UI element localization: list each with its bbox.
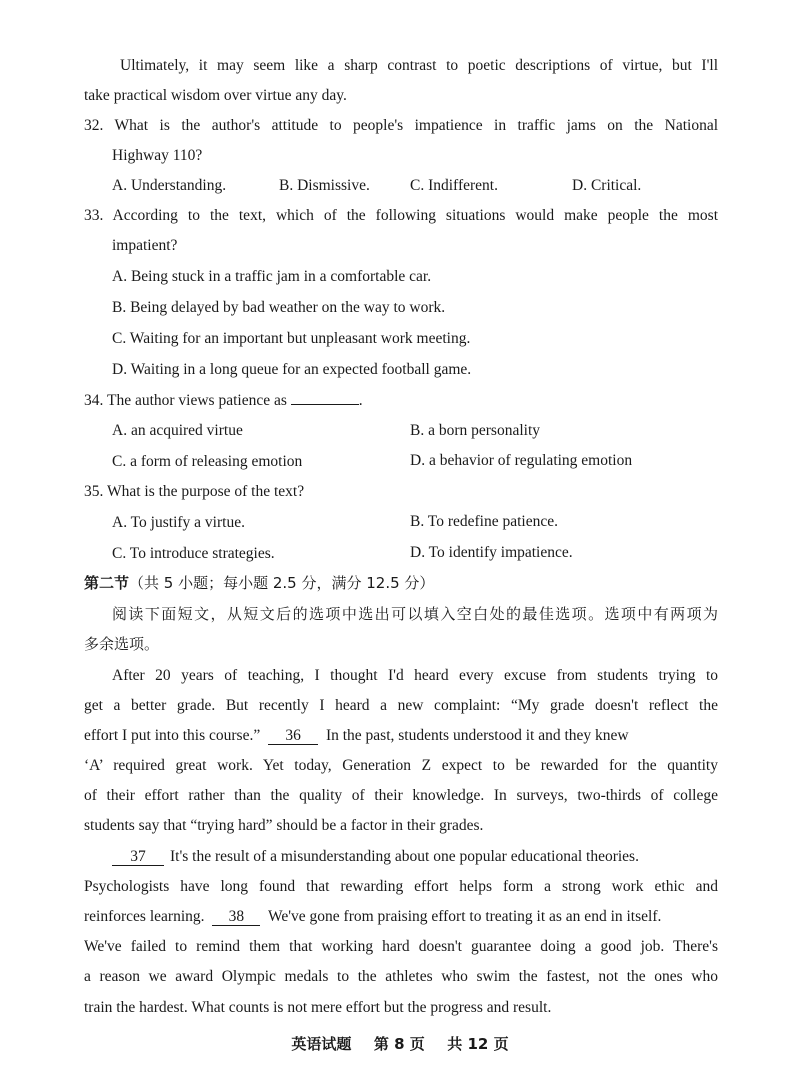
cloze-line: students say that “trying hard” should be a factor in their grades. bbox=[84, 817, 484, 834]
footer-page-number: 第 8 页 bbox=[373, 1035, 425, 1053]
cloze-line bbox=[84, 726, 718, 746]
question-35-option-a: A. To justify a virtue. bbox=[112, 514, 245, 531]
question-34-option-b: B. a born personality bbox=[410, 422, 541, 439]
blank-36: 36 bbox=[268, 728, 318, 745]
cloze-line: We've failed to remind them that working hard doesn't guarantee doing a good job. There's bbox=[84, 938, 718, 955]
question-33-option-d: D. Waiting in a long queue for an expected football game. bbox=[112, 361, 472, 378]
question-34-stem-end: . bbox=[358, 392, 363, 409]
question-32-option-d: D. Critical. bbox=[572, 177, 642, 194]
cloze-line: train the hardest. What counts is not mere effort but the progress and result. bbox=[84, 999, 552, 1016]
page-footer bbox=[0, 1034, 800, 1054]
answer-blank bbox=[291, 390, 359, 405]
blank-37: 37 bbox=[112, 849, 164, 866]
cloze-line: ‘A’ required great work. Yet today, Generation Z expect to be rewarded for the quantity bbox=[84, 757, 718, 774]
cloze-line: a reason we award Olympic medals to the athletes who swim the fastest, not the ones who bbox=[84, 968, 718, 985]
question-32-stem-cont: Highway 110? bbox=[112, 147, 203, 164]
question-33-option-b: B. Being delayed by bad weather on the way to work. bbox=[112, 299, 446, 316]
cloze-text: effort I put into this course.” bbox=[84, 727, 261, 744]
section-2-header bbox=[84, 573, 434, 593]
question-33-option-a: A. Being stuck in a traffic jam in a comfortable car. bbox=[112, 268, 432, 285]
cloze-line bbox=[112, 847, 718, 867]
question-32-option-a: A. Understanding. bbox=[112, 177, 227, 194]
cloze-text: We've gone from praising effort to treating it as an end in itself. bbox=[267, 908, 662, 925]
question-33-stem: 33. According to the text, which of the following situations would make people the most bbox=[84, 207, 718, 224]
passage-text-line: Ultimately, it may seem like a sharp contrast to poetic descriptions of virtue, but I'll bbox=[120, 57, 718, 74]
question-35-option-d: D. To identify impatience. bbox=[410, 544, 573, 561]
cloze-line bbox=[84, 907, 718, 927]
question-33-option-c: C. Waiting for an important but unpleasant work meeting. bbox=[112, 330, 471, 347]
question-34-option-d: D. a behavior of regulating emotion bbox=[410, 452, 633, 469]
section-2-instruction: 阅读下面短文，从短文后的选项中选出可以填入空白处的最佳选项。选项中有两项为 bbox=[112, 605, 718, 623]
blank-38: 38 bbox=[212, 909, 260, 926]
section-2-title: 第二节 bbox=[84, 574, 130, 592]
cloze-line: get a better grade. But recently I heard a new complaint: “My grade doesn't reflect the bbox=[84, 697, 718, 714]
question-34-option-a: A. an acquired virtue bbox=[112, 422, 243, 439]
cloze-text: In the past, students understood it and they knew bbox=[325, 727, 629, 744]
question-34-option-c: C. a form of releasing emotion bbox=[112, 453, 303, 470]
footer-subject: 英语试题 bbox=[291, 1035, 352, 1053]
question-35-stem: 35. What is the purpose of the text? bbox=[84, 483, 305, 500]
question-32-stem: 32. What is the author's attitude to people's impatience in traffic jams on the National bbox=[84, 117, 718, 134]
cloze-line: Psychologists have long found that rewarding effort helps form a strong work ethic and bbox=[84, 878, 718, 895]
cloze-line: After 20 years of teaching, I thought I'd heard every excuse from students trying to bbox=[112, 667, 718, 684]
passage-text-line: take practical wisdom over virtue any day. bbox=[84, 87, 347, 104]
cloze-text: reinforces learning. bbox=[84, 908, 205, 925]
question-34-stem-text: 34. The author views patience as bbox=[84, 392, 287, 409]
section-2-info: （共 5 小题；每小题 2.5 分，满分 12.5 分） bbox=[129, 574, 435, 592]
footer-total-pages: 共 12 页 bbox=[447, 1035, 509, 1053]
cloze-text: It's the result of a misunderstanding about one popular educational theories. bbox=[170, 848, 639, 865]
question-35-option-c: C. To introduce strategies. bbox=[112, 545, 275, 562]
question-35-option-b: B. To redefine patience. bbox=[410, 513, 558, 530]
question-32-option-b: B. Dismissive. bbox=[279, 177, 370, 194]
cloze-line: of their effort rather than the quality of their knowledge. In surveys, two-thirds of college bbox=[84, 787, 718, 804]
section-2-instruction-cont: 多余选项。 bbox=[84, 635, 160, 653]
question-32-option-c: C. Indifferent. bbox=[410, 177, 498, 194]
question-33-stem-cont: impatient? bbox=[112, 237, 178, 254]
question-34-stem bbox=[84, 390, 363, 411]
